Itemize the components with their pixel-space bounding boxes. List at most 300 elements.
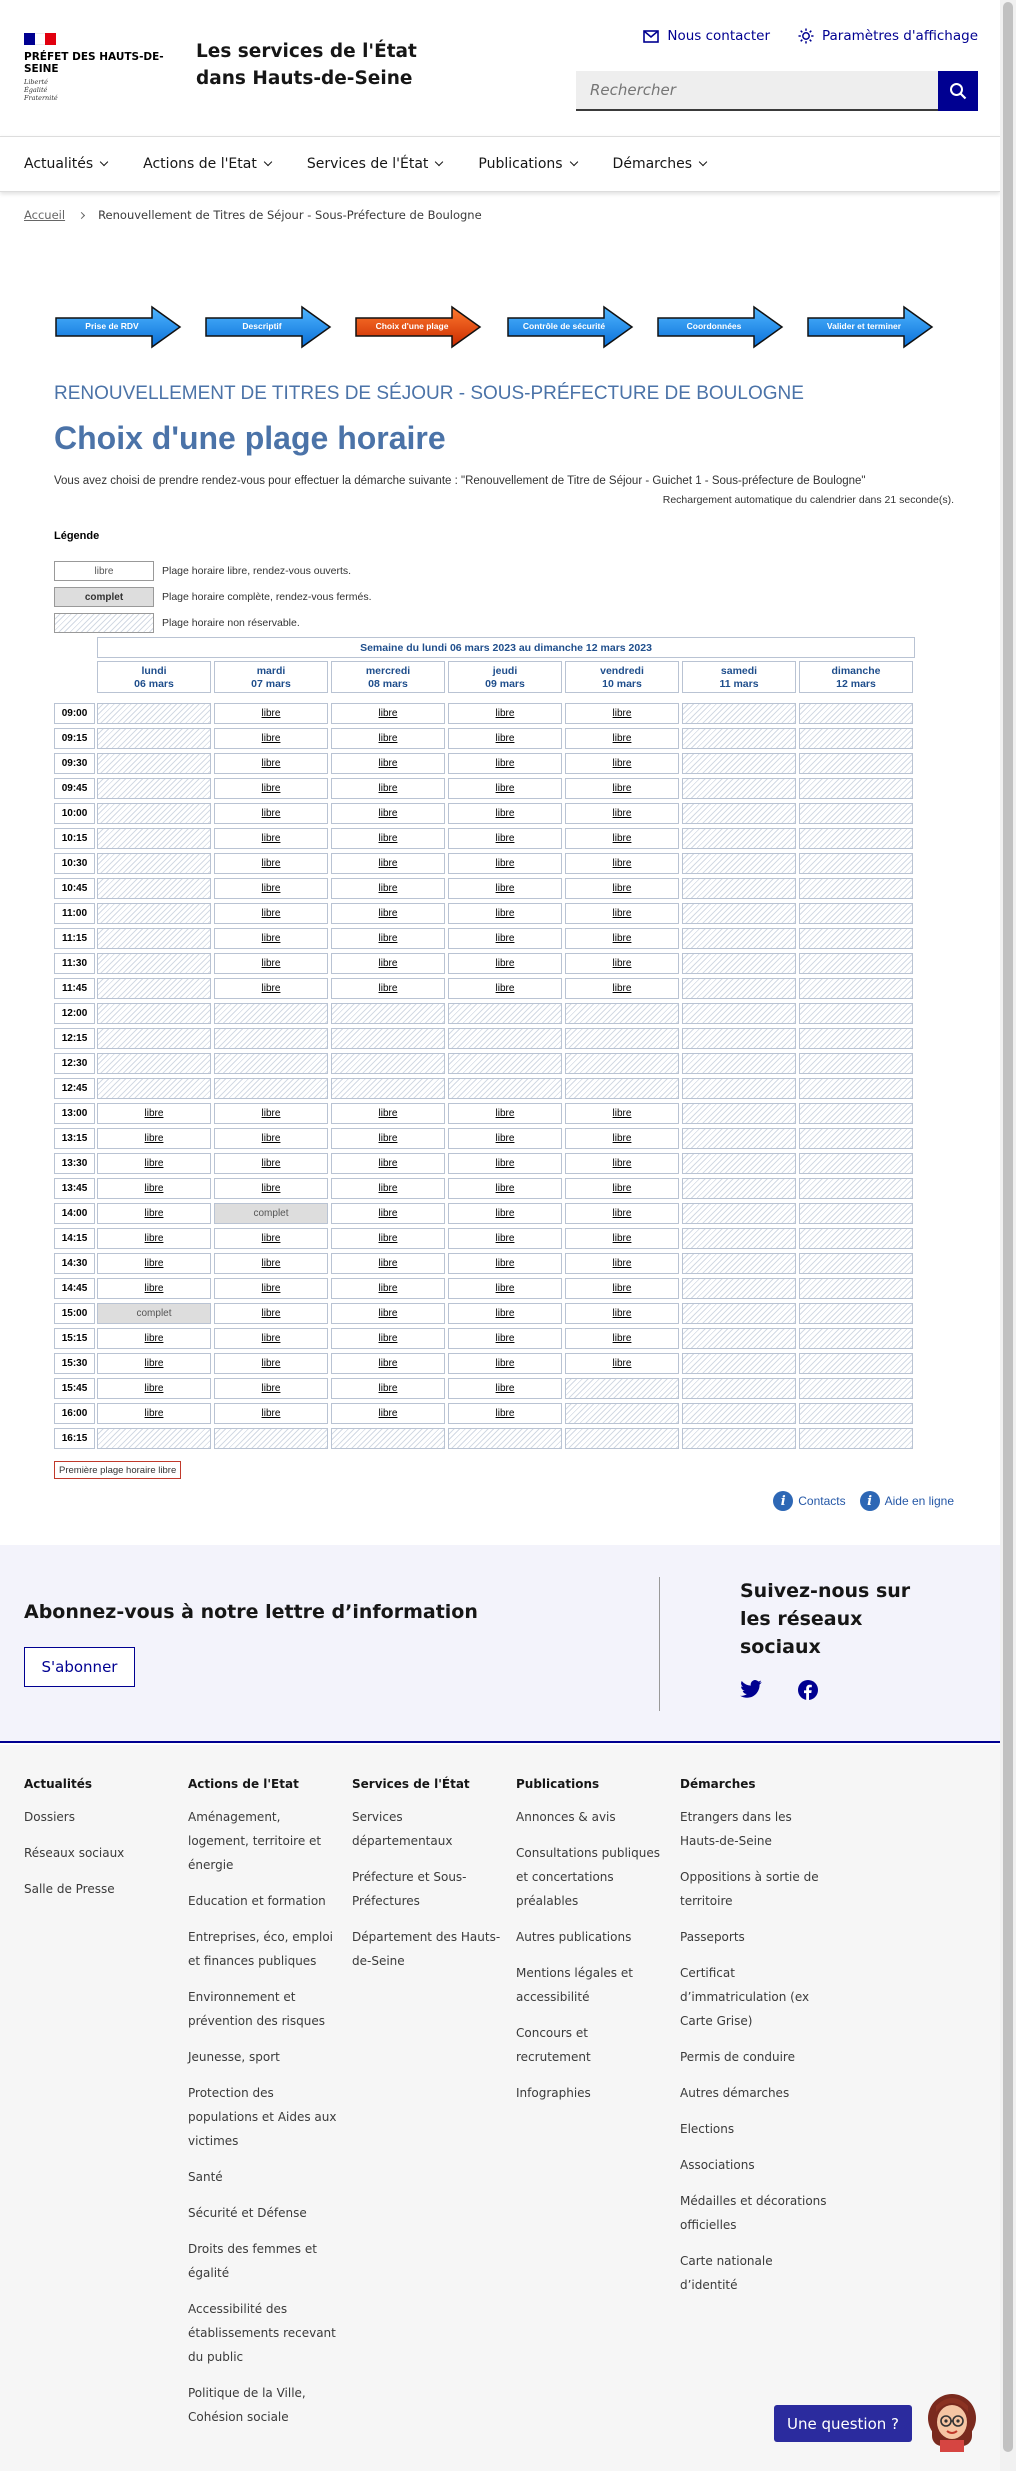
day-header — [799, 661, 913, 693]
footer-link[interactable]: Autres démarches — [680, 2086, 790, 2100]
slot-libre-link[interactable]: libre — [448, 1178, 562, 1199]
footer-link[interactable]: Autres publications — [516, 1930, 632, 1944]
slot-non-reservable — [682, 1353, 796, 1374]
slot-non-reservable — [97, 778, 211, 799]
slot-libre-link[interactable]: libre — [214, 828, 328, 849]
slot-libre-link[interactable]: libre — [331, 978, 445, 999]
day-date: 08 mars — [368, 678, 408, 690]
footer-link[interactable]: Accessibilité des établissements recevant du public — [188, 2302, 336, 2364]
slot-non-reservable — [682, 978, 796, 999]
slot-non-reservable — [799, 1353, 913, 1374]
slot-libre-link[interactable]: libre — [214, 753, 328, 774]
slot-non-reservable — [97, 1428, 211, 1449]
info-icon: i — [773, 1491, 793, 1511]
slot-non-reservable — [682, 1053, 796, 1074]
footer-link[interactable]: Sécurité et Défense — [188, 2206, 307, 2220]
facebook-icon[interactable] — [798, 1680, 818, 1700]
slot-libre-link[interactable]: libre — [97, 1403, 211, 1424]
slot-libre-link[interactable]: libre — [565, 753, 679, 774]
slot-non-reservable — [214, 1028, 328, 1049]
slot-non-reservable — [565, 1403, 679, 1424]
time-label: 10:15 — [54, 828, 95, 849]
slot-non-reservable — [682, 1253, 796, 1274]
slot-libre-link[interactable]: libre — [448, 853, 562, 874]
slot-libre-link[interactable]: libre — [565, 853, 679, 874]
footer-link[interactable]: Associations — [680, 2158, 755, 2172]
site-title[interactable]: Les services de l'État dans Hauts-de-Seine — [196, 41, 417, 89]
footer-column-title[interactable]: Actions de l'Etat — [188, 1777, 299, 1791]
slot-non-reservable — [799, 828, 913, 849]
slot-libre-link[interactable]: libre — [214, 1378, 328, 1399]
day-name: mercredi — [365, 665, 411, 677]
vertical-scrollbar[interactable] — [1000, 0, 1016, 2471]
footer-link[interactable]: Médailles et décorations officielles — [680, 2194, 827, 2232]
slot-libre-link[interactable]: libre — [448, 1378, 562, 1399]
slot-libre-link[interactable]: libre — [331, 1128, 445, 1149]
slot-libre-link[interactable]: libre — [331, 1153, 445, 1174]
slot-libre-link[interactable]: libre — [214, 1178, 328, 1199]
footer-link[interactable]: Infographies — [516, 2086, 591, 2100]
slot-libre-link[interactable]: libre — [565, 1153, 679, 1174]
slot-libre-link[interactable]: libre — [448, 1403, 562, 1424]
question-chat-button[interactable]: Une question ? — [774, 2405, 912, 2442]
slot-complet: complet — [214, 1203, 328, 1224]
slot-non-reservable — [682, 1278, 796, 1299]
display-settings-link[interactable] — [798, 28, 978, 44]
slot-libre-link[interactable]: libre — [97, 1278, 211, 1299]
slot-non-reservable — [682, 1103, 796, 1124]
slot-libre-link[interactable]: libre — [214, 853, 328, 874]
footer-link[interactable]: Entreprises, éco, emploi et finances publiques — [188, 1930, 333, 1968]
slot-libre-link[interactable]: libre — [331, 928, 445, 949]
slot-non-reservable — [682, 1403, 796, 1424]
slot-non-reservable — [799, 728, 913, 749]
footer-column-title[interactable]: Démarches — [680, 1777, 756, 1791]
slot-libre-link[interactable]: libre — [565, 1178, 679, 1199]
slot-libre-link[interactable]: libre — [448, 1203, 562, 1224]
slot-non-reservable — [97, 828, 211, 849]
slot-libre-link[interactable]: libre — [97, 1203, 211, 1224]
slot-libre-link[interactable]: libre — [97, 1128, 211, 1149]
search-bar — [576, 71, 978, 111]
slot-non-reservable — [97, 878, 211, 899]
slot-libre-link[interactable]: libre — [565, 1228, 679, 1249]
slot-non-reservable — [799, 803, 913, 824]
slot-libre-link[interactable]: libre — [214, 903, 328, 924]
footer-link[interactable]: Etrangers dans les Hauts-de-Seine — [680, 1810, 792, 1848]
slot-non-reservable — [799, 853, 913, 874]
slot-libre-link[interactable]: libre — [214, 953, 328, 974]
slot-libre-link[interactable]: libre — [565, 803, 679, 824]
slot-libre-link[interactable]: libre — [214, 803, 328, 824]
footer-link[interactable]: Annonces & avis — [516, 1810, 616, 1824]
slot-libre-link[interactable]: libre — [565, 728, 679, 749]
slot-non-reservable — [682, 1228, 796, 1249]
slot-libre-link[interactable]: libre — [448, 778, 562, 799]
time-label: 09:15 — [54, 728, 95, 749]
footer-column-title[interactable]: Services de l'État — [352, 1777, 470, 1791]
contact-label: Nous contacter — [667, 28, 770, 44]
chevron-down-icon — [699, 158, 707, 166]
slot-non-reservable — [682, 803, 796, 824]
footer-column-title[interactable]: Publications — [516, 1777, 600, 1791]
footer-link[interactable]: Education et formation — [188, 1894, 326, 1908]
slot-libre-link[interactable]: libre — [448, 903, 562, 924]
subscribe-button[interactable]: S'abonner — [24, 1647, 135, 1687]
slot-libre-link[interactable]: libre — [565, 1278, 679, 1299]
nav-item[interactable] — [24, 137, 107, 191]
slot-non-reservable — [799, 1253, 913, 1274]
slot-non-reservable — [565, 1053, 679, 1074]
footer-link[interactable]: Protection des populations et Aides aux victimes — [188, 2086, 337, 2148]
slot-libre-link[interactable]: libre — [214, 1403, 328, 1424]
slot-libre-link[interactable]: libre — [331, 728, 445, 749]
contacts-label: Contacts — [798, 1494, 846, 1508]
day-header — [682, 661, 796, 693]
slot-libre-link[interactable]: libre — [97, 1228, 211, 1249]
breadcrumb — [24, 208, 482, 222]
nav-item-label: Actualités — [24, 156, 94, 172]
slot-libre-link[interactable]: libre — [214, 1153, 328, 1174]
footer-link[interactable]: Certificat d’immatriculation (ex Carte Grise) — [680, 1966, 810, 2028]
footer-column — [680, 1777, 830, 2309]
chatbot-avatar[interactable] — [924, 2390, 980, 2452]
online-help-link[interactable] — [860, 1491, 954, 1511]
slot-libre-link[interactable]: libre — [565, 1128, 679, 1149]
slot-libre-link[interactable]: libre — [331, 1353, 445, 1374]
legend-title: Légende — [54, 530, 100, 542]
slot-libre-link[interactable]: libre — [448, 1228, 562, 1249]
slot-libre-link[interactable]: libre — [448, 928, 562, 949]
time-label: 14:15 — [54, 1228, 95, 1249]
slot-non-reservable — [799, 1203, 913, 1224]
nav-item[interactable] — [307, 137, 443, 191]
slot-non-reservable — [97, 978, 211, 999]
day-date: 09 mars — [485, 678, 525, 690]
slot-libre-link[interactable]: libre — [331, 1403, 445, 1424]
legend-text: Plage horaire non réservable. — [162, 617, 300, 629]
slot-libre-link[interactable]: libre — [214, 1328, 328, 1349]
day-name: samedi — [720, 665, 758, 677]
slot-libre-link[interactable]: libre — [448, 978, 562, 999]
search-input[interactable] — [576, 71, 938, 111]
slot-libre-link[interactable]: libre — [565, 953, 679, 974]
slot-non-reservable — [214, 1428, 328, 1449]
contact-link[interactable] — [643, 28, 770, 44]
time-label: 10:00 — [54, 803, 95, 824]
slot-non-reservable — [682, 728, 796, 749]
slot-libre-link[interactable]: libre — [331, 753, 445, 774]
slot-libre-link[interactable]: libre — [448, 953, 562, 974]
slot-libre-link[interactable]: libre — [214, 1228, 328, 1249]
slot-non-reservable — [799, 1178, 913, 1199]
newsletter-title: Abonnez-vous à notre lettre d’information — [24, 1601, 478, 1623]
slot-libre-link[interactable]: libre — [331, 1228, 445, 1249]
slot-libre-link[interactable]: libre — [448, 1303, 562, 1324]
slot-libre-link[interactable]: libre — [214, 703, 328, 724]
footer-link[interactable]: Permis de conduire — [680, 2050, 795, 2064]
slot-non-reservable — [799, 1078, 913, 1099]
time-label: 09:45 — [54, 778, 95, 799]
slot-libre-link[interactable]: libre — [448, 1278, 562, 1299]
slot-libre-link[interactable]: libre — [565, 778, 679, 799]
legend-text: Plage horaire complète, rendez-vous fermés. — [162, 591, 372, 603]
intro-text: Vous avez choisi de prendre rendez-vous pour effectuer la démarche suivante : "Renouvellement de Titre de Séjour - Guichet 1 - Sous-préfecture de Boulogne" — [54, 475, 866, 487]
slot-libre-link[interactable]: libre — [448, 803, 562, 824]
day-header — [565, 661, 679, 693]
slot-libre-link[interactable]: libre — [214, 1253, 328, 1274]
breadcrumb-home-link[interactable]: Accueil — [24, 208, 66, 222]
display-settings-label: Paramètres d'affichage — [822, 28, 978, 44]
slot-libre-link[interactable]: libre — [331, 853, 445, 874]
slot-libre-link[interactable]: libre — [331, 1253, 445, 1274]
footer-link[interactable]: Salle de Presse — [24, 1882, 115, 1896]
slot-libre-link[interactable]: libre — [331, 803, 445, 824]
slot-non-reservable — [97, 1028, 211, 1049]
contacts-link[interactable] — [773, 1491, 845, 1511]
step-label: Prise de RDV — [85, 321, 139, 331]
slot-libre-link[interactable]: libre — [448, 1328, 562, 1349]
step-3 — [354, 305, 482, 349]
legend-item-complet — [54, 587, 372, 607]
legend-box-libre: libre — [54, 561, 154, 581]
sun-icon — [798, 28, 814, 44]
logo-motto: Liberté Égalité Fraternité — [24, 78, 58, 102]
time-label: 11:00 — [54, 903, 95, 924]
footer-link[interactable]: Préfecture et Sous-Préfectures — [352, 1870, 467, 1908]
slot-libre-link[interactable]: libre — [448, 1153, 562, 1174]
footer-link[interactable]: Passeports — [680, 1930, 745, 1944]
slot-libre-link[interactable]: libre — [331, 953, 445, 974]
slot-libre-link[interactable]: libre — [565, 1328, 679, 1349]
slot-non-reservable — [682, 1028, 796, 1049]
slot-libre-link[interactable]: libre — [565, 703, 679, 724]
slot-libre-link[interactable]: libre — [565, 1303, 679, 1324]
nav-item-label: Publications — [478, 156, 563, 172]
search-icon — [949, 82, 967, 100]
footer-link[interactable]: Environnement et prévention des risques — [188, 1990, 326, 2028]
prefecture-logo[interactable] — [24, 33, 164, 102]
slot-libre-link[interactable]: libre — [565, 1253, 679, 1274]
legend-item-non-reservable — [54, 613, 300, 633]
time-label: 12:45 — [54, 1078, 95, 1099]
slot-libre-link[interactable]: libre — [565, 903, 679, 924]
slot-libre-link[interactable]: libre — [448, 703, 562, 724]
slot-libre-link[interactable]: libre — [448, 753, 562, 774]
slot-non-reservable — [214, 1078, 328, 1099]
slot-libre-link[interactable]: libre — [97, 1353, 211, 1374]
step-1 — [54, 305, 182, 349]
slot-non-reservable — [682, 853, 796, 874]
site-footer — [0, 1745, 1000, 2471]
slot-libre-link[interactable]: libre — [331, 703, 445, 724]
slot-non-reservable — [682, 1128, 796, 1149]
slot-libre-link[interactable]: libre — [565, 928, 679, 949]
slot-non-reservable — [97, 753, 211, 774]
day-header — [214, 661, 328, 693]
day-name: lundi — [141, 665, 167, 677]
slot-libre-link[interactable]: libre — [448, 728, 562, 749]
slot-non-reservable — [799, 1428, 913, 1449]
footer-link[interactable]: Mentions légales et accessibilité — [516, 1966, 633, 2004]
time-label: 09:30 — [54, 753, 95, 774]
footer-link[interactable]: Droits des femmes et égalité — [188, 2242, 317, 2280]
slot-non-reservable — [799, 1128, 913, 1149]
time-label: 13:45 — [54, 1178, 95, 1199]
slot-libre-link[interactable]: libre — [448, 1103, 562, 1124]
chevron-right-icon — [78, 211, 85, 218]
footer-link[interactable]: Réseaux sociaux — [24, 1846, 125, 1860]
time-label: 14:00 — [54, 1203, 95, 1224]
first-free-slot-button[interactable]: Première plage horaire libre — [54, 1461, 181, 1479]
slot-libre-link[interactable]: libre — [331, 828, 445, 849]
slot-libre-link[interactable]: libre — [448, 1128, 562, 1149]
mail-icon — [643, 30, 659, 43]
day-name: jeudi — [492, 665, 518, 677]
slot-non-reservable — [799, 1228, 913, 1249]
slot-libre-link[interactable]: libre — [97, 1103, 211, 1124]
footer-link[interactable]: Politique de la Ville, Cohésion sociale — [188, 2386, 306, 2424]
time-label: 10:30 — [54, 853, 95, 874]
slot-libre-link[interactable]: libre — [214, 878, 328, 899]
nav-item-label: Actions de l'Etat — [143, 156, 257, 172]
slot-libre-link[interactable]: libre — [214, 1278, 328, 1299]
search-button[interactable] — [938, 71, 978, 111]
footer-link[interactable]: Oppositions à sortie de territoire — [680, 1870, 819, 1908]
slot-non-reservable — [565, 1378, 679, 1399]
slot-non-reservable — [682, 1153, 796, 1174]
footer-link[interactable]: Santé — [188, 2170, 223, 2184]
slot-libre-link[interactable]: libre — [331, 1203, 445, 1224]
footer-link[interactable]: Concours et recrutement — [516, 2026, 591, 2064]
slot-non-reservable — [799, 753, 913, 774]
slot-libre-link[interactable]: libre — [331, 1103, 445, 1124]
slot-non-reservable — [799, 1328, 913, 1349]
slot-non-reservable — [799, 928, 913, 949]
slot-libre-link[interactable]: libre — [331, 878, 445, 899]
slot-libre-link[interactable]: libre — [214, 978, 328, 999]
footer-column — [188, 1777, 338, 2441]
social-links — [740, 1680, 818, 1700]
time-label: 12:00 — [54, 1003, 95, 1024]
slot-libre-link[interactable]: libre — [97, 1153, 211, 1174]
slot-non-reservable — [799, 1378, 913, 1399]
slot-non-reservable — [799, 778, 913, 799]
time-label: 14:30 — [54, 1253, 95, 1274]
nav-item[interactable] — [478, 137, 576, 191]
time-label: 12:30 — [54, 1053, 95, 1074]
slot-libre-link[interactable]: libre — [214, 1103, 328, 1124]
slot-non-reservable — [799, 1103, 913, 1124]
slot-libre-link[interactable]: libre — [448, 878, 562, 899]
slot-libre-link[interactable]: libre — [97, 1178, 211, 1199]
slot-libre-link[interactable]: libre — [331, 1303, 445, 1324]
nav-item[interactable] — [143, 137, 271, 191]
slot-non-reservable — [331, 1028, 445, 1049]
footer-link[interactable]: Consultations publiques et concertations préalables — [516, 1846, 660, 1908]
nav-item[interactable] — [613, 137, 707, 191]
slot-non-reservable — [331, 1053, 445, 1074]
slot-non-reservable — [565, 1003, 679, 1024]
footer-link[interactable]: Dossiers — [24, 1810, 75, 1824]
slot-non-reservable — [682, 1078, 796, 1099]
slot-libre-link[interactable]: libre — [214, 1353, 328, 1374]
slot-libre-link[interactable]: libre — [331, 1328, 445, 1349]
legend-text: Plage horaire libre, rendez-vous ouverts. — [162, 565, 352, 577]
slot-libre-link[interactable]: libre — [565, 828, 679, 849]
slot-non-reservable — [799, 878, 913, 899]
twitter-icon[interactable] — [740, 1680, 762, 1698]
slot-libre-link[interactable]: libre — [97, 1378, 211, 1399]
slot-libre-link[interactable]: libre — [565, 1203, 679, 1224]
slot-non-reservable — [448, 1028, 562, 1049]
slot-libre-link[interactable]: libre — [331, 1378, 445, 1399]
slot-libre-link[interactable]: libre — [565, 1353, 679, 1374]
footer-link[interactable]: Jeunesse, sport — [188, 2050, 280, 2064]
slot-libre-link[interactable]: libre — [448, 1253, 562, 1274]
slot-libre-link[interactable]: libre — [331, 1178, 445, 1199]
slot-libre-link[interactable]: libre — [448, 1353, 562, 1374]
slot-libre-link[interactable]: libre — [331, 778, 445, 799]
slot-non-reservable — [448, 1428, 562, 1449]
slot-non-reservable — [799, 1053, 913, 1074]
site-header — [0, 0, 1000, 136]
slot-libre-link[interactable]: libre — [214, 1303, 328, 1324]
time-label: 11:45 — [54, 978, 95, 999]
footer-link[interactable]: Carte nationale d’identité — [680, 2254, 773, 2292]
progress-steps — [54, 305, 934, 349]
slot-libre-link[interactable]: libre — [214, 778, 328, 799]
slot-libre-link[interactable]: libre — [214, 728, 328, 749]
header-tools — [643, 28, 978, 44]
footer-link[interactable]: Aménagement, logement, territoire et énergie — [188, 1810, 322, 1872]
day-name: vendredi — [600, 665, 644, 677]
footer-link[interactable]: Services départementaux — [352, 1810, 453, 1848]
slot-libre-link[interactable]: libre — [214, 928, 328, 949]
slot-non-reservable — [799, 1153, 913, 1174]
slot-libre-link[interactable]: libre — [214, 1128, 328, 1149]
footer-column-title[interactable]: Actualités — [24, 1777, 93, 1791]
footer-link[interactable]: Département des Hauts-de-Seine — [352, 1930, 501, 1968]
slot-libre-link[interactable]: libre — [448, 828, 562, 849]
slot-non-reservable — [565, 1078, 679, 1099]
info-icon: i — [860, 1491, 880, 1511]
day-date: 10 mars — [602, 678, 642, 690]
slot-libre-link[interactable]: libre — [97, 1253, 211, 1274]
slot-non-reservable — [682, 1303, 796, 1324]
scrollbar-thumb[interactable] — [1003, 2, 1013, 2452]
main-nav — [0, 136, 1000, 192]
footer-link[interactable]: Elections — [680, 2122, 735, 2136]
footer-column — [516, 1777, 666, 2117]
slot-libre-link[interactable]: libre — [331, 1278, 445, 1299]
slot-non-reservable — [682, 1328, 796, 1349]
time-label: 15:15 — [54, 1328, 95, 1349]
legend-box-non-reservable — [54, 613, 154, 633]
day-date: 12 mars — [836, 678, 876, 690]
slot-libre-link[interactable]: libre — [565, 1103, 679, 1124]
slot-libre-link[interactable]: libre — [331, 903, 445, 924]
reload-countdown: Rechargement automatique du calendrier dans 21 seconde(s). — [662, 494, 954, 506]
slot-libre-link[interactable]: libre — [97, 1328, 211, 1349]
slot-non-reservable — [799, 1303, 913, 1324]
slot-libre-link[interactable]: libre — [565, 978, 679, 999]
slot-libre-link[interactable]: libre — [565, 878, 679, 899]
chevron-down-icon — [435, 158, 443, 166]
page-title: Choix d'une plage horaire — [54, 420, 446, 456]
time-label: 16:15 — [54, 1428, 95, 1449]
marianne-flag-icon — [24, 33, 56, 45]
